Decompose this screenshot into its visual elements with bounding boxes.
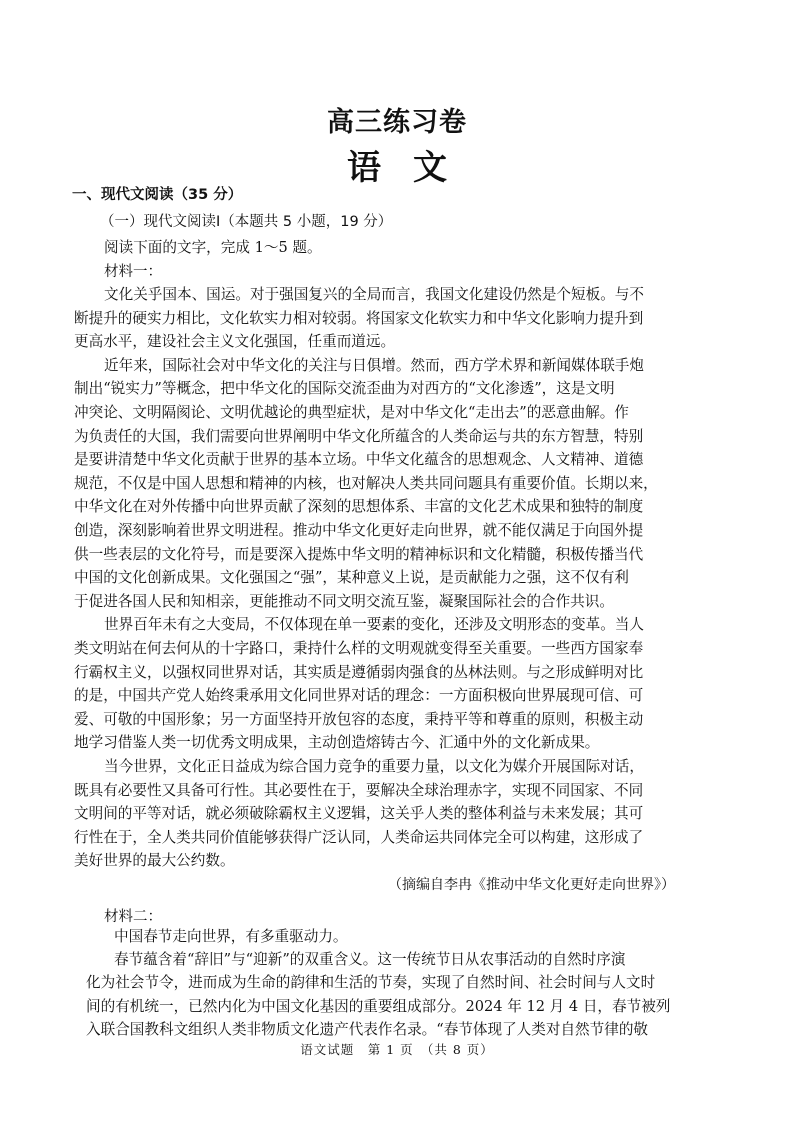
material-one-line: 中华文化在对外传播中向世界贡献了深刻的思想体系、丰富的文化艺术成果和独特的制度: [74, 498, 644, 516]
material-two-line: 化为社会节令，进而成为生命的韵律和生活的节奏，实现了自然时间、社会时间与人文时: [86, 974, 656, 992]
material-one-line: 创造，深刻影响着世界文明进程。推动中华文化更好走向世界，就不能仅满足于向国外提: [74, 522, 644, 539]
material-one-line: 近年来，国际社会对中华文化的关注与日俱增。然而，西方学术界和新闻媒体联手炮: [104, 356, 644, 374]
material-two-line: 春节蕴含着“辞旧”与“迎新”的双重含义。这一传统节日从农事活动的自然时序演: [114, 951, 626, 969]
material-one-source: （摘编自李冉《推动中华文化更好走向世界》）: [388, 877, 675, 893]
material-two-line: 中国春节走向世界，有多重驱动力。: [114, 928, 348, 945]
material-one-label: 材料一：: [104, 264, 162, 280]
material-one-line: 美好世界的最大公约数。: [74, 852, 235, 870]
material-one-line: 爱、可敬的中国形象；另一方面坚持开放包容的态度，秉持平等和尊重的原则，积极主动: [74, 710, 644, 728]
material-one-line: 中国的文化创新成果。文化强国之“强”，某种意义上说，是贡献能力之强，这不仅有利: [74, 569, 629, 587]
instruction-text: 阅读下面的文字，完成 1～5 题。: [104, 239, 322, 256]
material-one-line: 当今世界，文化正日益成为综合国力竞争的重要力量，以文化为媒介开展国际对话，: [104, 758, 644, 775]
material-one-body: [74, 283, 734, 883]
material-two-body: [86, 925, 746, 1045]
material-one-line: 类文明站在何去何从的十字路口，秉持什么样的文明观就变得至关重要。一些西方国家奉: [74, 640, 644, 657]
material-one-line: 于促进各国人民和知相亲，更能推动不同文明交流互鉴，凝聚国际社会的合作共识。: [74, 592, 614, 610]
material-one-line: 更高水平，建设社会主义文化强国，任重而道远。: [74, 333, 396, 351]
material-two-line: 间的有机统一，已然内化为中国文化基因的重要组成部分。2024 年 12 月 4 日，春节被列: [86, 997, 671, 1015]
material-one-line: 世界百年未有之大变局，不仅体现在单一要素的变化，还涉及文明形态的变革。当人: [104, 616, 644, 634]
material-two-label: 材料二：: [104, 909, 162, 925]
material-one-line: 行性在于，全人类共同价值能够获得广泛认同，人类命运共同体完全可以构建，这形成了: [74, 828, 644, 846]
material-one-line: 行霸权主义，以强权同世界对话，其实质是遵循弱肉强食的丛林法则。与之形成鲜明对比: [74, 663, 644, 681]
material-one-line: 的是，中国共产党人始终秉承用文化同世界对话的理念：一方面积极向世界展现可信、可: [74, 687, 644, 705]
material-one-line: 规范，不仅是中国人思想和精神的内核，也对解决人类共同问题具有重要价值。长期以来，: [74, 474, 658, 492]
material-one-line: 制出“锐实力”等概念，把中华文化的国际交流歪曲为对西方的“文化渗透”，这是文明: [74, 380, 615, 398]
material-one-line: 冲突论、文明隔阂论、文明优越论的典型症状，是对中华文化“走出去”的恶意曲解。作: [74, 404, 629, 421]
material-one-line: 是要讲清楚中华文化贡献于世界的基本立场。中华文化蕴含的思想观念、人文精神、道德: [74, 451, 644, 469]
subject-char-1: 语: [347, 148, 381, 188]
material-one-line: 为负责任的大国，我们需要向世界阐明中华文化所蕴含的人类命运与共的东方智慧，特别: [74, 427, 644, 445]
material-one-line: 文明间的平等对话，就必须破除霸权主义逻辑，这关乎人类的整体利益与未来发展；其可: [74, 805, 644, 823]
material-two-line: 入联合国教科文组织人类非物质文化遗产代表作名录。“春节体现了人类对自然节律的敬: [86, 1020, 649, 1038]
page-footer: 语文试题 第 1 页 （共 8 页）: [300, 1042, 494, 1057]
subject-title: [0, 140, 794, 189]
exam-title: 高三练习卷: [327, 107, 467, 138]
section-heading: 一、现代文阅读（35 分）: [72, 187, 243, 203]
material-one-line: 断提升的硬实力相比，文化软实力相对较弱。将国家文化软实力和中华文化影响力提升到: [74, 309, 644, 327]
material-one-line: 地学习借鉴人类一切优秀文明成果，主动创造熔铸古今、汇通中外的文化新成果。: [74, 734, 600, 752]
material-one-line: 文化关乎国本、国运。对于强国复兴的全局而言，我国文化建设仍然是个短板。与不: [104, 286, 644, 303]
sub-section-heading: （一）现代文阅读Ⅰ（本题共 5 小题，19 分）: [100, 214, 393, 230]
material-one-line: 供一些表层的文化符号，而是要深入提炼中华文明的精神标识和文化精髓，积极传播当代: [74, 545, 644, 563]
material-one-line: 既具有必要性又具备可行性。其必要性在于，要解决全球治理赤字，实现不同国家、不同: [74, 781, 644, 799]
subject-char-2: 文: [413, 148, 447, 188]
